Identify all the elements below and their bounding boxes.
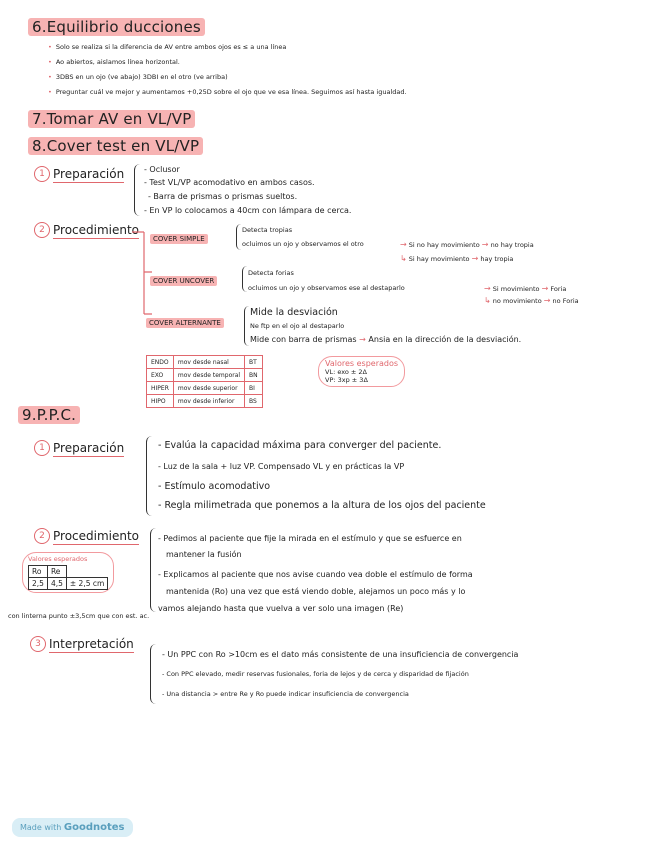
- cover-simple-branch-1: → Si no hay movimiento → no hay tropia: [400, 240, 534, 249]
- s9-prep-heading: 1 Preparación: [34, 440, 124, 456]
- cover-alt-line-1: Mide la desviación: [250, 307, 338, 318]
- s9-interp-heading: 3 Interpretación: [30, 636, 134, 652]
- table-row: Ro Re: [29, 566, 108, 578]
- s9-interp-item-2: - Con PPC elevado, medir reservas fusionales, foria de lejos y de cerca y disparidad de fijación: [162, 670, 469, 678]
- s9-proc-heading: 2 Procedimiento: [34, 528, 139, 544]
- table-row: 2,5 4,5 ± 2,5 cm: [29, 578, 108, 590]
- s8-prep-number: 1: [34, 166, 50, 182]
- s9-interp-brace: [150, 644, 157, 704]
- section-9-title: 9.P.P.C.: [18, 406, 80, 424]
- s8-prep-item-1: - Oclusor: [144, 165, 180, 174]
- table-row: ENDO mov desde nasal BT: [147, 356, 263, 369]
- cover-uncover-branch-1: → Si movimiento → Foria: [484, 284, 567, 293]
- s6-bullet-3: • 3DBS en un ojo (ve abajo) 3DBI en el otro (ve arriba): [48, 73, 228, 81]
- cover-alt-tag: COVER ALTERNANTE: [146, 310, 224, 329]
- s8-prep-item-4: - En VP lo colocamos a 40cm con lámpara de cerca.: [144, 206, 352, 215]
- s8-expected-title: Valores esperados: [325, 359, 399, 368]
- cover-alt-line-3: Mide con barra de prismas → Ansia en la dirección de la desviación.: [250, 335, 522, 344]
- goodnotes-badge: Made with Goodnotes: [12, 818, 133, 837]
- cover-uncover-line-1: Detecta forias: [248, 269, 294, 277]
- s9-expected-title: Valores esperados: [28, 555, 88, 563]
- s8-expected-vp: VP: 3xp ± 3Δ: [325, 376, 368, 384]
- s8-proc-heading: 2 Procedimiento: [34, 222, 139, 238]
- s9-side-note: con linterna punto ±3,5cm que con est. ac.: [8, 612, 150, 620]
- s9-proc-item-1: - Pedimos al paciente que fije la mirada en el estímulo y que se esfuerce en: [158, 534, 462, 543]
- s6-bullet-2: • Ao abiertos, aislamos línea horizontal.: [48, 58, 180, 66]
- cover-alt-line-2: Ne ftp en el ojo al destaparlo: [250, 322, 345, 330]
- cover-uncover-tag: COVER UNCOVER: [150, 268, 217, 287]
- s9-prep-number: 1: [34, 440, 50, 456]
- s9-prep-item-3: - Estímulo acomodativo: [158, 481, 271, 492]
- s9-prep-brace: [146, 436, 153, 516]
- s9-proc-number: 2: [34, 528, 50, 544]
- s9-proc-item-4: mantenida (Ro) una vez que está viendo doble, alejamos un poco más y lo: [166, 587, 466, 596]
- s9-proc-item-2: mantener la fusión: [166, 550, 242, 559]
- cover-simple-line-2: ocluimos un ojo y observamos el otro: [242, 240, 364, 248]
- deviation-table: [146, 355, 263, 408]
- s9-interp-number: 3: [30, 636, 46, 652]
- section-7-title: 7.Tomar AV en VL/VP: [28, 110, 195, 128]
- s8-prep-heading: 1 Preparación: [34, 166, 124, 182]
- s8-proc-number: 2: [34, 222, 50, 238]
- cover-uncover-branch-2: ↳ no movimiento → no Foria: [484, 296, 579, 305]
- s8-prep-item-2: - Test VL/VP acomodativo en ambos casos.: [144, 178, 315, 187]
- s8-expected-vl: VL: exo ± 2Δ: [325, 368, 367, 376]
- s6-bullet-1: • Solo se realiza si la diferencia de AV entre ambos ojos es ≤ a una línea: [48, 43, 286, 51]
- cover-alt-brace: [244, 306, 249, 346]
- s9-interp-item-1: - Un PPC con Ro >10cm es el dato más consistente de una insuficiencia de convergencia: [162, 650, 519, 659]
- s9-proc-brace: [150, 528, 157, 612]
- cover-uncover-line-2: ocluimos un ojo y observamos ese al destaparlo: [248, 284, 405, 292]
- cover-simple-branch-2: ↳ Si hay movimiento → hay tropia: [400, 254, 514, 263]
- cover-simple-line-1: Detecta tropias: [242, 226, 293, 234]
- s9-proc-item-5: vamos alejando hasta que vuelva a ver solo una imagen (Re): [158, 604, 404, 613]
- section-8-title: 8.Cover test en VL/VP: [28, 137, 203, 155]
- ppc-table: [28, 565, 108, 590]
- table-row: EXO mov desde temporal BN: [147, 369, 263, 382]
- section-6-title: 6.Equilibrio ducciones: [28, 18, 205, 36]
- s9-prep-item-2: - Luz de la sala + luz VP. Compensado VL y en prácticas la VP: [158, 462, 405, 471]
- cover-uncover-brace: [242, 266, 247, 292]
- cover-simple-tag: COVER SIMPLE: [150, 226, 208, 245]
- table-row: HIPO mov desde inferior BS: [147, 395, 263, 408]
- s9-proc-item-3: - Explicamos al paciente que nos avise cuando vea doble el estímulo de forma: [158, 570, 473, 579]
- s9-expected-values: [22, 552, 114, 593]
- s6-bullet-4: • Preguntar cuál ve mejor y aumentamos +0,25D sobre el ojo que ve esa línea. Seguimos así hasta igualdad.: [48, 88, 407, 96]
- s9-interp-item-3: - Una distancia > entre Re y Ro puede indicar insuficiencia de convergencia: [162, 690, 409, 698]
- s9-prep-item-4: - Regla milimetrada que ponemos a la altura de los ojos del paciente: [158, 500, 486, 511]
- s8-expected-values: [318, 356, 405, 387]
- table-row: HIPER mov desde superior BI: [147, 382, 263, 395]
- cover-simple-brace: [236, 224, 241, 250]
- s8-prep-item-3: - Barra de prismas o prismas sueltos.: [148, 192, 298, 201]
- s8-prep-brace: [134, 164, 141, 216]
- s9-prep-item-1: - Evalúa la capacidad máxima para converger del paciente.: [158, 440, 442, 451]
